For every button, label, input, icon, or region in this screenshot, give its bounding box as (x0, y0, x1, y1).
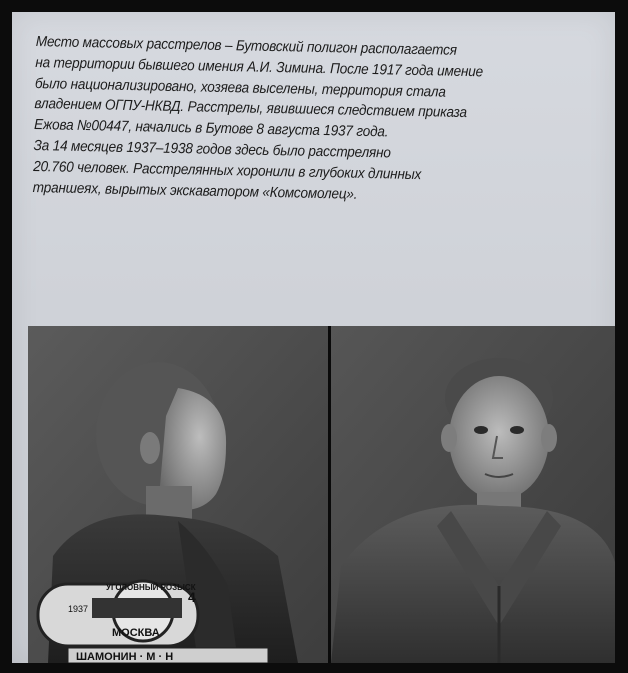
exhibit-panel (12, 12, 615, 663)
mugshot-photo (28, 326, 615, 663)
name-plate: ШАМОНИН · М · Н (76, 651, 174, 663)
stamp-top-text: УГОЛОВНЫЙ РОЗЫСК (106, 583, 196, 592)
caption-line: 20.760 человек. Расстрелянных хоронили в глубоких длинных (33, 158, 422, 183)
mugshot-frontal (331, 326, 615, 663)
caption-line: владением ОГПУ-НКВД. Расстрелы, явившиеся следствием приказа (34, 96, 467, 122)
caption-text (33, 32, 566, 209)
stamp-year: 1937 (68, 604, 89, 614)
caption-line: Место массовых расстрелов – Бутовский полигон располагается (35, 33, 457, 59)
caption-line: траншеях, вырытых экскаватором «Комсомолец». (32, 179, 358, 203)
caption-line: Ежова №00447, начались в Бутове 8 августа 1937 года. (33, 117, 389, 141)
caption-line: За 14 месяцев 1937–1938 годов здесь было расстреляно (33, 137, 391, 162)
caption-line: на территории бывшего имения А.И. Зимина. После 1917 года имение (35, 54, 484, 81)
stamp-bottom-text: МОСКВА (112, 627, 160, 639)
police-stamp (38, 581, 198, 646)
stamp-number: 4 (188, 589, 196, 605)
caption-line: было национализировано, хозяева выселены, территория стала (34, 75, 446, 101)
mugshot-profile (28, 326, 328, 663)
